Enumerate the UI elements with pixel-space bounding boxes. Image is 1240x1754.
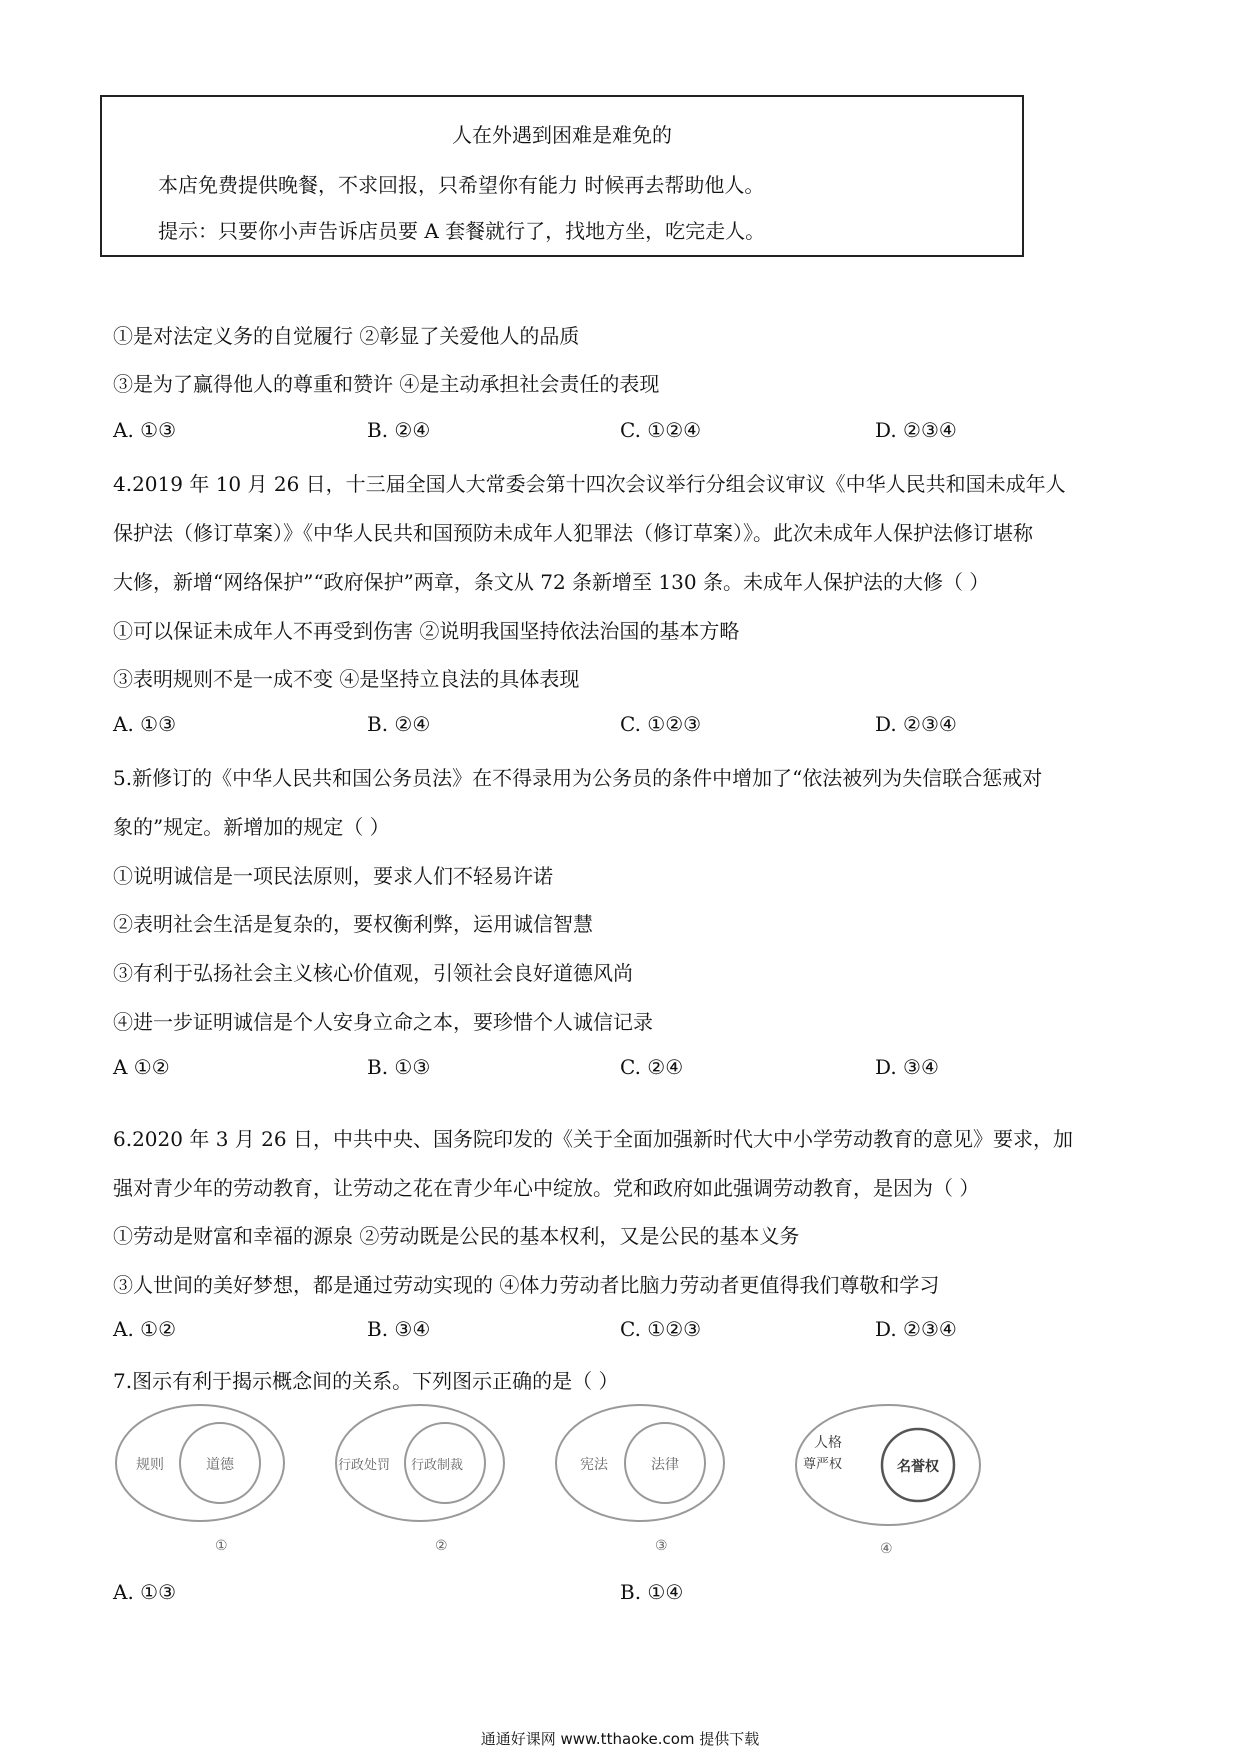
q5-statement-1: ①说明诚信是一项民法原则，要求人们不轻易许诺 bbox=[113, 864, 553, 888]
q7-stem: 7.图示有利于揭示概念间的关系。下列图示正确的是（ ） bbox=[113, 1369, 619, 1393]
q5-option-b[interactable]: B. ①③ bbox=[367, 1055, 431, 1079]
diagram-4-outer-label-1: 人格 bbox=[814, 1435, 842, 1451]
q6-stem-2: 强对青少年的劳动教育，让劳动之花在青少年心中绽放。党和政府如此强调劳动教育，是因为（ ） bbox=[113, 1176, 980, 1200]
notice-line-2: 提示：只要你小声告诉店员要 A 套餐就行了，找地方坐，吃完走人。 bbox=[158, 219, 766, 243]
q4-statement-1: ①可以保证未成年人不再受到伤害 ②说明我国坚持依法治国的基本方略 bbox=[113, 619, 740, 643]
diagram-3-number: ③ bbox=[655, 1538, 668, 1554]
q4-stem-2: 保护法（修订草案）》《中华人民共和国预防未成年人犯罪法（修订草案）》。此次未成年人保护法修订堪称 bbox=[113, 521, 1033, 545]
diagram-4-number: ④ bbox=[880, 1541, 893, 1557]
q7-option-a[interactable]: A. ①③ bbox=[113, 1580, 177, 1604]
diagram-3 bbox=[556, 1405, 724, 1554]
q7-option-b[interactable]: B. ①④ bbox=[620, 1580, 684, 1604]
q5-statement-3: ③有利于弘扬社会主义核心价值观，引领社会良好道德风尚 bbox=[113, 961, 633, 985]
diagram-4-inner-label: 名誉权 bbox=[897, 1459, 939, 1475]
q3-statement-1: ①是对法定义务的自觉履行 ②彰显了关爱他人的品质 bbox=[113, 324, 580, 348]
q6-option-d[interactable]: D. ②③④ bbox=[875, 1317, 957, 1341]
q3-option-d[interactable]: D. ②③④ bbox=[875, 418, 957, 442]
q5-option-d[interactable]: D. ③④ bbox=[875, 1055, 939, 1079]
diagram-4-outer-label-2: 尊严权 bbox=[803, 1457, 843, 1472]
q4-statement-2: ③表明规则不是一成不变 ④是坚持立良法的具体表现 bbox=[113, 667, 580, 691]
diagram-4 bbox=[796, 1405, 980, 1557]
q5-option-a[interactable]: A ①② bbox=[113, 1055, 170, 1079]
page-footer: 通通好课网 www.tthaoke.com 提供下载 bbox=[480, 1730, 760, 1748]
concept-diagrams bbox=[100, 1395, 1000, 1575]
diagram-2 bbox=[336, 1405, 504, 1554]
diagram-2-inner-label: 行政制裁 bbox=[411, 1458, 464, 1473]
q4-option-a[interactable]: A. ①③ bbox=[113, 712, 177, 736]
q6-statement-2: ③人世间的美好梦想，都是通过劳动实现的 ④体力劳动者比脑力劳动者更值得我们尊敬和学习 bbox=[113, 1273, 940, 1297]
q6-option-b[interactable]: B. ③④ bbox=[367, 1317, 431, 1341]
q3-option-a[interactable]: A. ①③ bbox=[113, 418, 177, 442]
q4-option-d[interactable]: D. ②③④ bbox=[875, 712, 957, 736]
q3-statement-2: ③是为了赢得他人的尊重和赞许 ④是主动承担社会责任的表现 bbox=[113, 372, 660, 396]
notice-title: 人在外遇到困难是难免的 bbox=[452, 123, 672, 147]
q6-statement-1: ①劳动是财富和幸福的源泉 ②劳动既是公民的基本权利，又是公民的基本义务 bbox=[113, 1224, 800, 1248]
diagram-2-outer-label: 行政处罚 bbox=[338, 1458, 391, 1473]
diagram-1 bbox=[116, 1405, 284, 1554]
q5-stem-2: 象的”规定。新增加的规定（ ） bbox=[113, 815, 390, 839]
diagram-3-inner-label: 法律 bbox=[651, 1457, 679, 1473]
q5-statement-4: ④进一步证明诚信是个人安身立命之本，要珍惜个人诚信记录 bbox=[113, 1010, 653, 1034]
q4-stem-1: 4.2019 年 10 月 26 日，十三届全国人大常委会第十四次会议举行分组会议审议《中华人民共和国未成年人 bbox=[113, 472, 1066, 496]
q5-statement-2: ②表明社会生活是复杂的，要权衡利弊，运用诚信智慧 bbox=[113, 912, 593, 936]
diagram-2-number: ② bbox=[435, 1538, 448, 1554]
q5-stem-1: 5.新修订的《中华人民共和国公务员法》在不得录用为公务员的条件中增加了“依法被列为失信联合惩戒对 bbox=[113, 766, 1043, 790]
q5-option-c[interactable]: C. ②④ bbox=[620, 1055, 684, 1079]
diagram-3-outer-label: 宪法 bbox=[580, 1457, 608, 1473]
q4-stem-3: 大修，新增“网络保护”“政府保护”两章，条文从 72 条新增至 130 条。未成年人保护法的大修（ ） bbox=[113, 570, 990, 594]
notice-box bbox=[100, 95, 1024, 257]
q4-option-b[interactable]: B. ②④ bbox=[367, 712, 431, 736]
diagram-1-inner-label: 道德 bbox=[206, 1457, 234, 1473]
q6-stem-1: 6.2020 年 3 月 26 日，中共中央、国务院印发的《关于全面加强新时代大中小学劳动教育的意见》要求，加 bbox=[113, 1127, 1073, 1151]
q6-option-a[interactable]: A. ①② bbox=[113, 1317, 177, 1341]
q3-option-b[interactable]: B. ②④ bbox=[367, 418, 431, 442]
diagram-1-outer-label: 规则 bbox=[136, 1457, 164, 1473]
q3-option-c[interactable]: C. ①②④ bbox=[620, 418, 702, 442]
q6-option-c[interactable]: C. ①②③ bbox=[620, 1317, 702, 1341]
notice-line-1: 本店免费提供晚餐，不求回报，只希望你有能力 时候再去帮助他人。 bbox=[158, 173, 765, 197]
q4-option-c[interactable]: C. ①②③ bbox=[620, 712, 702, 736]
diagram-1-number: ① bbox=[215, 1538, 228, 1554]
